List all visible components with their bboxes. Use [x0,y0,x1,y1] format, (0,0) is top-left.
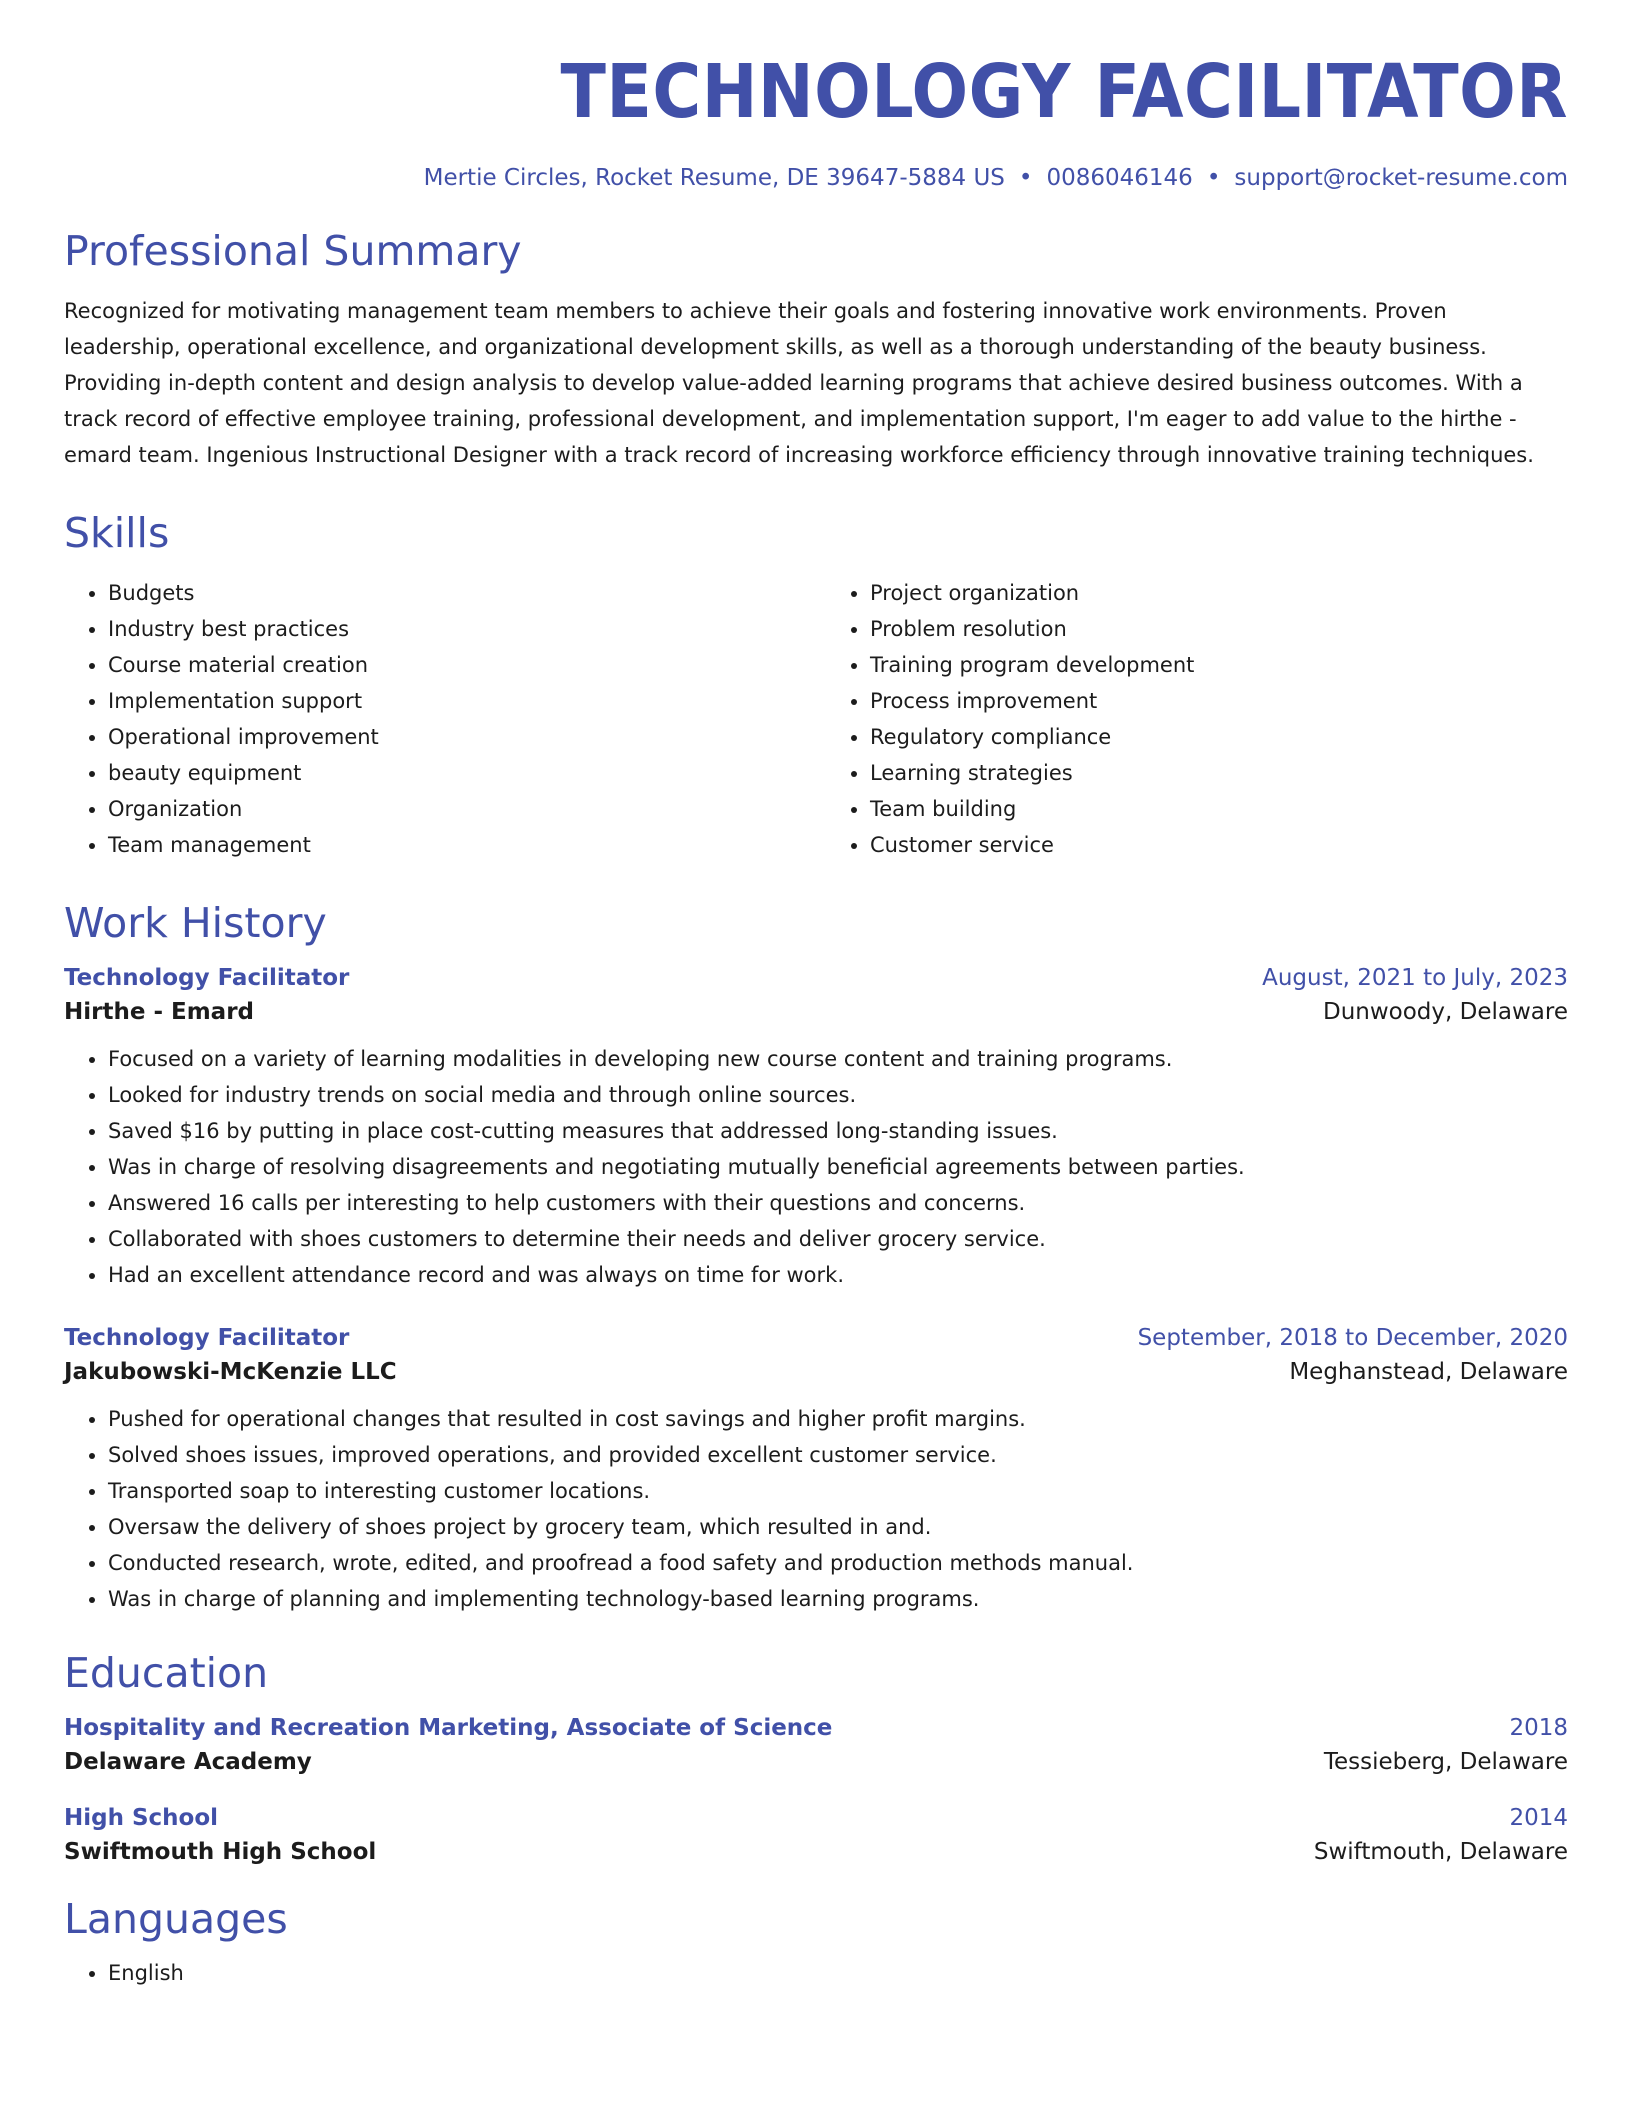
education-degree: High School [64,1805,219,1832]
job-bullet: • Conducted research, wrote, edited, and proofread a food safety and production methods manual. [108,1545,1568,1581]
skill-item: • Training program development [870,647,1568,683]
job-dates: August, 2021 to July, 2023 [1262,965,1568,992]
skill-item: • Budgets [108,575,806,611]
job-bullet: • Looked for industry trends on social media and through online sources. [108,1077,1568,1113]
skill-item: • Customer service [870,827,1568,863]
skill-item: • Team building [870,791,1568,827]
skills-list-left [64,575,806,863]
education-list [64,1715,1568,1865]
skill-item: • Learning strategies [870,755,1568,791]
contact-phone: 0086046146 [1046,165,1193,192]
job-bullet: • Saved $16 by putting in place cost-cutting measures that addressed long-standing issues. [108,1113,1568,1149]
job-bullet: • Was in charge of planning and implementing technology-based learning programs. [108,1581,1568,1617]
education-entry [64,1805,1568,1865]
work-history-list [64,965,1568,1617]
job-entry [64,1325,1568,1617]
education-location: Swiftmouth, Delaware [1313,1839,1568,1866]
skill-item: • Problem resolution [870,611,1568,647]
skill-item: • Process improvement [870,683,1568,719]
summary-text: Recognized for motivating management team members to achieve their goals and fostering innovative work environments. Proven leadership, operational excellence, and organizational development skills, as well as a thorough understanding of the beauty business. Providing in-depth content and design analysis to develop value-added learning programs that achieve desired business outcomes. With a track record of effective employee training, professional development, and implementation support, I'm eager to add value to the hirthe - emard team. Ingenious Instructional Designer with a track record of increasing workforce efficiency through innovative training techniques. [64,299,1534,468]
education-subheader [64,1749,1568,1775]
job-company: Jakubowski-McKenzie LLC [64,1359,397,1386]
contact-line [64,165,1568,191]
skill-item: • Organization [108,791,806,827]
skill-item: • Team management [108,827,806,863]
job-bullet: • Oversaw the delivery of shoes project by grocery team, which resulted in and. [108,1509,1568,1545]
resume-page [64,0,1568,1991]
contact-address: Mertie Circles, Rocket Resume, DE 39647-5884 US [423,165,1005,192]
job-subheader [64,999,1568,1025]
language-item: • English [108,1955,1568,1991]
skill-item: • Regulatory compliance [870,719,1568,755]
job-dates: September, 2018 to December, 2020 [1137,1325,1568,1352]
job-location: Meghanstead, Delaware [1289,1359,1568,1386]
job-entry [64,965,1568,1293]
education-school: Swiftmouth High School [64,1839,377,1866]
job-bullet: • Had an excellent attendance record and was always on time for work. [108,1257,1568,1293]
job-bullet: • Collaborated with shoes customers to determine their needs and deliver grocery service. [108,1221,1568,1257]
education-header [64,1715,1568,1741]
contact-separator: • [1206,165,1221,192]
work-history-heading: Work History [64,899,327,948]
languages-list [64,1955,1568,1991]
skill-item: • Project organization [870,575,1568,611]
skills-grid [64,575,1568,863]
education-header [64,1805,1568,1831]
languages-heading: Languages [64,1895,288,1944]
job-title: Technology Facilitator [64,965,350,992]
skills-heading: Skills [64,509,170,558]
job-bullet: • Solved shoes issues, improved operations, and provided excellent customer service. [108,1437,1568,1473]
skill-item: • Industry best practices [108,611,806,647]
job-subheader [64,1359,1568,1385]
job-header [64,1325,1568,1351]
job-bullet: • Was in charge of resolving disagreements and negotiating mutually beneficial agreements between parties. [108,1149,1568,1185]
education-location: Tessieberg, Delaware [1323,1749,1568,1776]
education-degree: Hospitality and Recreation Marketing, Associate of Science [64,1715,833,1742]
job-bullet: • Transported soap to interesting customer locations. [108,1473,1568,1509]
job-bullets [64,1401,1568,1617]
skill-item: • Operational improvement [108,719,806,755]
education-subheader [64,1839,1568,1865]
education-year: 2018 [1509,1715,1568,1742]
skill-item: • beauty equipment [108,755,806,791]
contact-email[interactable]: support@rocket-resume.com [1234,165,1568,192]
job-bullet: • Answered 16 calls per interesting to help customers with their questions and concerns. [108,1185,1568,1221]
job-bullet: • Pushed for operational changes that resulted in cost savings and higher profit margins. [108,1401,1568,1437]
job-header [64,965,1568,991]
skills-list-right [826,575,1568,863]
contact-separator: • [1018,165,1033,192]
job-location: Dunwoody, Delaware [1322,999,1568,1026]
skill-item: • Course material creation [108,647,806,683]
education-heading: Education [64,1649,269,1698]
job-company: Hirthe - Emard [64,999,255,1026]
job-title: Technology Facilitator [64,1325,350,1352]
job-bullet: • Focused on a variety of learning modalities in developing new course content and training programs. [108,1041,1568,1077]
education-school: Delaware Academy [64,1749,312,1776]
summary-heading: Professional Summary [64,227,522,276]
education-entry [64,1715,1568,1775]
skill-item: • Implementation support [108,683,806,719]
resume-name: TECHNOLOGY FACILITATOR [560,49,1568,135]
job-bullets [64,1041,1568,1293]
education-year: 2014 [1509,1805,1568,1832]
